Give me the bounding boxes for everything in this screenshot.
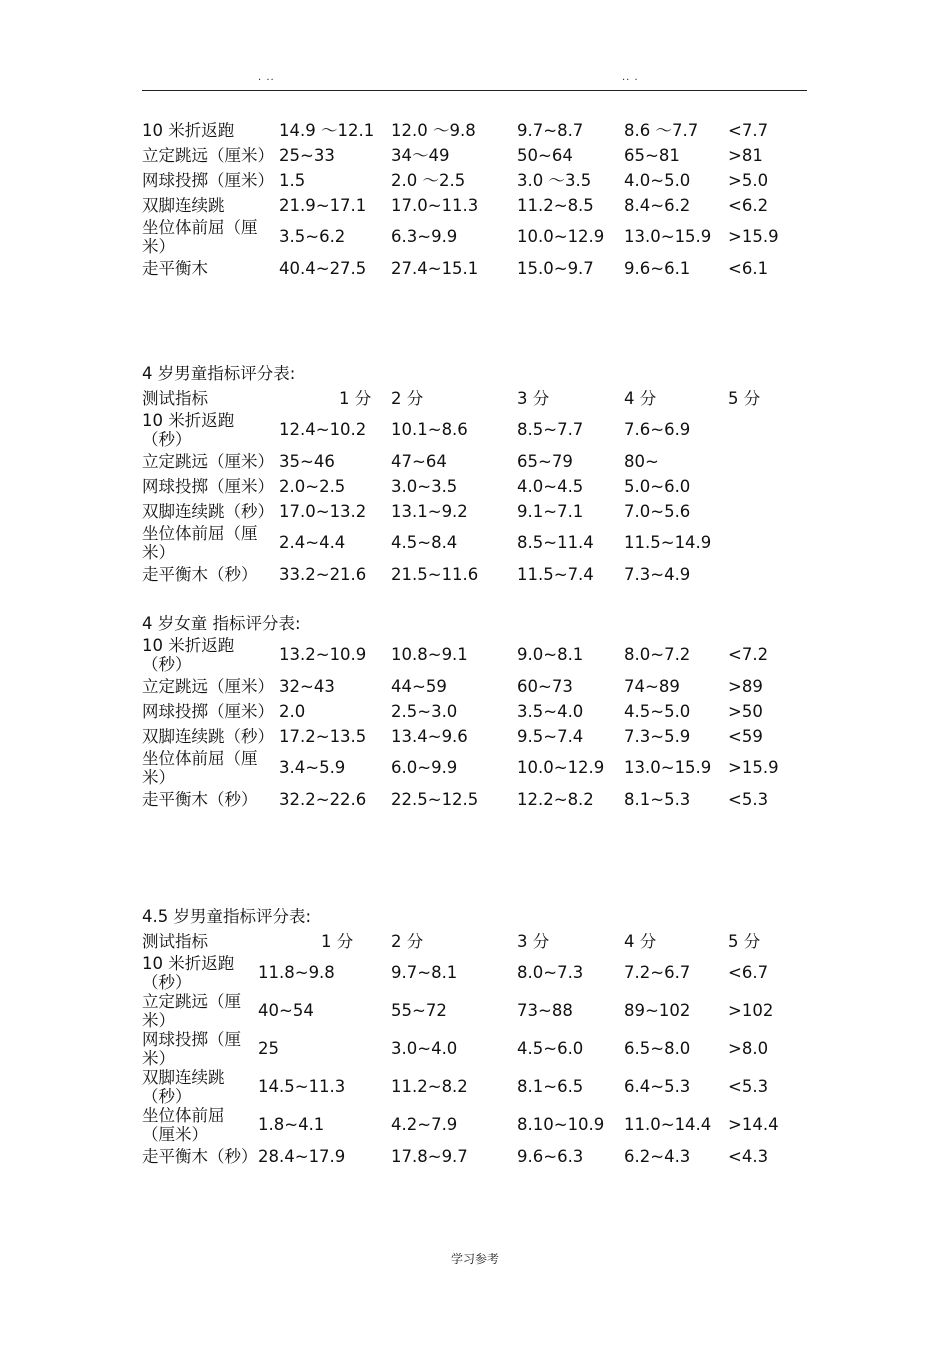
score-cell: >89 [728,677,763,696]
row-label: 立定跳远（厘米） [142,146,274,165]
header-cell: 1 分 [321,932,354,951]
table-row [142,954,807,992]
score-cell: <59 [728,727,763,746]
table-header-row [142,386,807,411]
row-label: 10 米折返跑（秒） [142,411,235,449]
score-cell: 15.0~9.7 [517,259,594,278]
score-cell: 3.5~6.2 [279,227,346,246]
score-cell: 6.3~9.9 [391,227,458,246]
score-cell: 8.0~7.2 [624,645,691,664]
score-cell: >14.4 [728,1115,779,1134]
score-cell: 40.4~27.5 [279,259,367,278]
table-row [142,256,807,281]
score-cell: 32.2~22.6 [279,790,367,809]
score-cell: >102 [728,1001,774,1020]
table-row [142,143,807,168]
score-cell: 25~33 [279,146,335,165]
score-cell: 21.9~17.1 [279,196,367,215]
score-cell: 4.5~5.0 [624,702,691,721]
score-cell: 8.5~7.7 [517,420,584,439]
row-label: 双脚连续跳 [142,196,225,215]
table-row [142,411,807,449]
score-cell: 7.3~5.9 [624,727,691,746]
score-cell: 33.2~21.6 [279,565,367,584]
score-cell: 17.0~11.3 [391,196,479,215]
table-row [142,1106,807,1144]
score-cell: 12.4~10.2 [279,420,367,439]
score-cell: 22.5~12.5 [391,790,479,809]
table-title: 4 岁女童 指标评分表: [142,614,301,633]
score-cell: 8.1~5.3 [624,790,691,809]
score-cell: 47~64 [391,452,447,471]
header-label: 测试指标 [142,389,208,408]
score-cell: 10.0~12.9 [517,227,605,246]
score-cell: 13.2~10.9 [279,645,367,664]
score-cell: 5.0~6.0 [624,477,691,496]
header-dots-left: . .. [258,72,275,83]
header-cell: 4 分 [624,932,657,951]
table-row [142,118,807,143]
row-label: 网球投掷（厘米） [142,171,274,190]
table-row [142,992,807,1030]
score-cell: <6.7 [728,963,769,982]
table-row [142,218,807,256]
row-label: 10 米折返跑（秒） [142,636,235,674]
score-cell: 14.9 ～12.1 [279,121,375,140]
score-cell: <6.2 [728,196,769,215]
score-cell: 3.0~3.5 [391,477,458,496]
score-cell: 13.1~9.2 [391,502,468,521]
header-cell: 5 分 [728,932,761,951]
header-cell: 3 分 [517,932,550,951]
score-cell: 80~ [624,452,659,471]
row-label: 走平衡木（秒） [142,565,258,584]
score-cell: 8.4~6.2 [624,196,691,215]
table-row [142,674,807,699]
score-cell: 6.0~9.9 [391,758,458,777]
score-cell: 4.2~7.9 [391,1115,458,1134]
score-cell: 65~81 [624,146,680,165]
table-row [142,749,807,787]
row-label: 10 米折返跑（秒） [142,954,235,992]
score-cell: 2.0 [279,702,306,721]
score-cell: 10.8~9.1 [391,645,468,664]
score-cell: >50 [728,702,763,721]
table-header-row [142,929,807,954]
score-cell: 2.4~4.4 [279,533,346,552]
score-cell: 89~102 [624,1001,691,1020]
score-cell: <5.3 [728,790,769,809]
row-label: 坐位体前屈（厘米） [142,218,258,256]
score-cell: >5.0 [728,171,769,190]
score-table-1 [142,118,807,281]
row-label: 坐位体前屈（厘米） [142,1106,225,1144]
score-cell: 8.10~10.9 [517,1115,605,1134]
score-cell: 2.0~2.5 [279,477,346,496]
score-cell: 55~72 [391,1001,447,1020]
score-cell: 11.8~9.8 [258,963,335,982]
table-row [142,724,807,749]
score-cell: 8.6 ～7.7 [624,121,699,140]
score-cell: 7.0~5.6 [624,502,691,521]
table-row [142,562,807,587]
score-cell: 11.5~7.4 [517,565,594,584]
score-cell: 13.0~15.9 [624,758,712,777]
score-cell: 9.7~8.1 [391,963,458,982]
row-label: 双脚连续跳（秒） [142,1068,225,1106]
header-cell: 1 分 [339,389,372,408]
score-cell: 11.2~8.5 [517,196,594,215]
score-cell: 73~88 [517,1001,573,1020]
row-label: 走平衡木（秒） [142,1147,258,1166]
score-cell: 13.0~15.9 [624,227,712,246]
header-label: 测试指标 [142,932,208,951]
score-table-4y-boys [142,361,807,587]
table-title: 4 岁男童指标评分表: [142,364,296,383]
table-row [142,524,807,562]
score-cell: 4.5~6.0 [517,1039,584,1058]
score-cell: >8.0 [728,1039,769,1058]
score-cell: 9.0~8.1 [517,645,584,664]
table-row [142,168,807,193]
score-cell: 6.5~8.0 [624,1039,691,1058]
score-cell: 9.6~6.3 [517,1147,584,1166]
score-cell: 8.0~7.3 [517,963,584,982]
score-cell: 4.0~4.5 [517,477,584,496]
header-cell: 5 分 [728,389,761,408]
table-row [142,193,807,218]
table-row [142,1068,807,1106]
score-cell: 60~73 [517,677,573,696]
score-cell: <5.3 [728,1077,769,1096]
header-cell: 3 分 [517,389,550,408]
score-cell: 6.2~4.3 [624,1147,691,1166]
score-cell: 9.5~7.4 [517,727,584,746]
header-dots-right: .. . [622,72,639,83]
score-cell: 3.4~5.9 [279,758,346,777]
score-cell: <7.2 [728,645,769,664]
header-cell: 2 分 [391,932,424,951]
score-cell: 17.0~13.2 [279,502,367,521]
score-cell: 65~79 [517,452,573,471]
score-cell: 9.6~6.1 [624,259,691,278]
score-cell: <4.3 [728,1147,769,1166]
row-label: 双脚连续跳（秒） [142,727,274,746]
table-title: 4.5 岁男童指标评分表: [142,907,312,926]
row-label: 双脚连续跳（秒） [142,502,274,521]
score-cell: >15.9 [728,227,779,246]
score-cell: 1.8~4.1 [258,1115,325,1134]
score-cell: 11.5~14.9 [624,533,712,552]
row-label: 网球投掷（厘米） [142,1030,241,1068]
score-cell: 74~89 [624,677,680,696]
score-cell: 3.0~4.0 [391,1039,458,1058]
row-label: 坐位体前屈（厘米） [142,524,258,562]
table-row [142,699,807,724]
score-cell: <6.1 [728,259,769,278]
row-label: 10 米折返跑 [142,121,235,140]
score-cell: 13.4~9.6 [391,727,468,746]
score-cell: 10.0~12.9 [517,758,605,777]
score-cell: 32~43 [279,677,335,696]
score-cell: 2.0 ～2.5 [391,171,466,190]
score-cell: 12.0 ～9.8 [391,121,476,140]
table-row [142,1144,807,1169]
header-cell: 2 分 [391,389,424,408]
table-row [142,1030,807,1068]
table-row [142,636,807,674]
score-cell: 44~59 [391,677,447,696]
table-row [142,474,807,499]
score-cell: >81 [728,146,763,165]
score-cell: 34～49 [391,146,450,165]
score-cell: 9.1~7.1 [517,502,584,521]
score-cell: 25 [258,1039,279,1058]
score-cell: 28.4~17.9 [258,1147,346,1166]
score-cell: 9.7~8.7 [517,121,584,140]
score-cell: 11.2~8.2 [391,1077,468,1096]
score-cell: 17.8~9.7 [391,1147,468,1166]
score-cell: 3.0 ～3.5 [517,171,592,190]
score-cell: 14.5~11.3 [258,1077,346,1096]
score-cell: 7.2~6.7 [624,963,691,982]
score-cell: >15.9 [728,758,779,777]
score-cell: 4.0~5.0 [624,171,691,190]
table-row [142,499,807,524]
row-label: 走平衡木（秒） [142,790,258,809]
row-label: 网球投掷（厘米） [142,477,274,496]
score-cell: 35~46 [279,452,335,471]
score-table-4y-girls [142,611,807,812]
score-cell: 50~64 [517,146,573,165]
score-cell: 7.3~4.9 [624,565,691,584]
score-cell: 8.5~11.4 [517,533,594,552]
table-row [142,787,807,812]
score-cell: <7.7 [728,121,769,140]
row-label: 网球投掷（厘米） [142,702,274,721]
score-cell: 11.0~14.4 [624,1115,712,1134]
row-label: 立定跳远（厘米） [142,452,274,471]
score-cell: 10.1~8.6 [391,420,468,439]
header-cell: 4 分 [624,389,657,408]
score-cell: 40~54 [258,1001,314,1020]
score-cell: 1.5 [279,171,306,190]
score-table-4-5y-boys [142,904,807,1169]
score-cell: 2.5~3.0 [391,702,458,721]
row-label: 坐位体前屈（厘米） [142,749,258,787]
row-label: 走平衡木 [142,259,208,278]
row-label: 立定跳远（厘米） [142,992,241,1030]
score-cell: 27.4~15.1 [391,259,479,278]
score-cell: 3.5~4.0 [517,702,584,721]
score-cell: 12.2~8.2 [517,790,594,809]
table-row [142,449,807,474]
score-cell: 4.5~8.4 [391,533,458,552]
score-cell: 21.5~11.6 [391,565,479,584]
row-label: 立定跳远（厘米） [142,677,274,696]
score-cell: 17.2~13.5 [279,727,367,746]
page-footer: 学习参考 [450,1252,499,1266]
score-cell: 6.4~5.3 [624,1077,691,1096]
score-cell: 8.1~6.5 [517,1077,584,1096]
score-cell: 7.6~6.9 [624,420,691,439]
header-rule [142,90,807,91]
